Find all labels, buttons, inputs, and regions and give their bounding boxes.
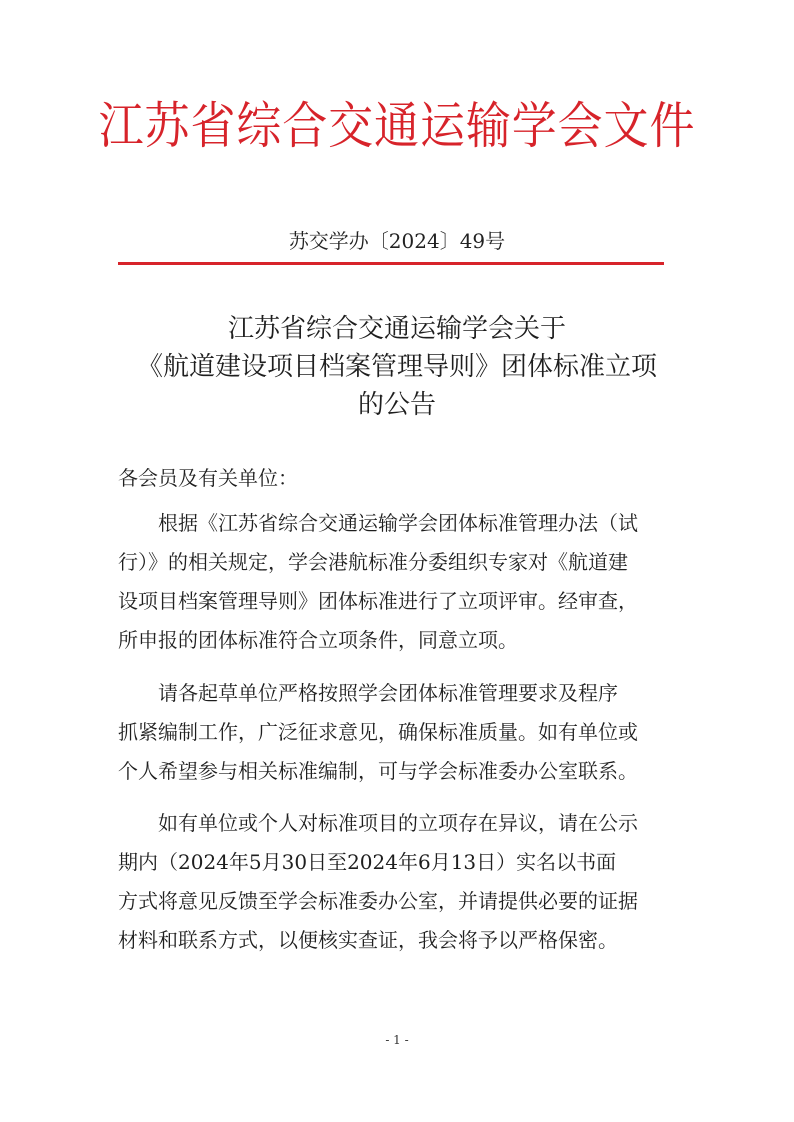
paragraph-line: 根据《江苏省综合交通运输学会团体标准管理办法（试 bbox=[158, 511, 638, 535]
salutation: 各会员及有关单位： bbox=[118, 466, 298, 490]
notice-title-line: 《航道建设项目档案管理导则》团体标准立项 bbox=[136, 352, 657, 382]
paragraph-line: 抓紧编制工作，广泛征求意见，确保标准质量。如有单位或 bbox=[118, 720, 638, 744]
paragraph-line: 期内（2024年5月30日至2024年6月13日）实名以书面 bbox=[118, 850, 617, 874]
paragraph-line: 材料和联系方式，以便核实查证，我会将予以严格保密。 bbox=[118, 928, 618, 952]
body-paragraph bbox=[118, 504, 678, 660]
document-number: 苏交学办〔2024〕49号 bbox=[288, 229, 506, 253]
page-number: - 1 - bbox=[385, 1033, 409, 1047]
body-paragraph bbox=[118, 804, 678, 960]
notice-title-line: 江苏省综合交通运输学会关于 bbox=[227, 314, 566, 344]
red-divider-line bbox=[118, 262, 664, 265]
paragraph-line: 设项目档案管理导则》团体标准进行了立项评审。经审查， bbox=[118, 589, 638, 613]
notice-title bbox=[0, 310, 794, 424]
notice-title-line: 的公告 bbox=[357, 390, 436, 420]
org-header-title: 江苏省综合交通运输学会文件 bbox=[98, 97, 696, 155]
paragraph-line: 请各起草单位严格按照学会团体标准管理要求及程序 bbox=[158, 681, 618, 705]
paragraph-line: 行）》的相关规定，学会港航标准分委组织专家对《航道建 bbox=[118, 550, 628, 574]
paragraph-line: 所申报的团体标准符合立项条件，同意立项。 bbox=[118, 628, 518, 652]
paragraph-line: 个人希望参与相关标准编制，可与学会标准委办公室联系。 bbox=[118, 759, 638, 783]
body-paragraph bbox=[118, 674, 678, 791]
paragraph-line: 如有单位或个人对标准项目的立项存在异议，请在公示 bbox=[158, 811, 638, 835]
paragraph-line: 方式将意见反馈至学会标准委办公室，并请提供必要的证据 bbox=[118, 889, 638, 913]
